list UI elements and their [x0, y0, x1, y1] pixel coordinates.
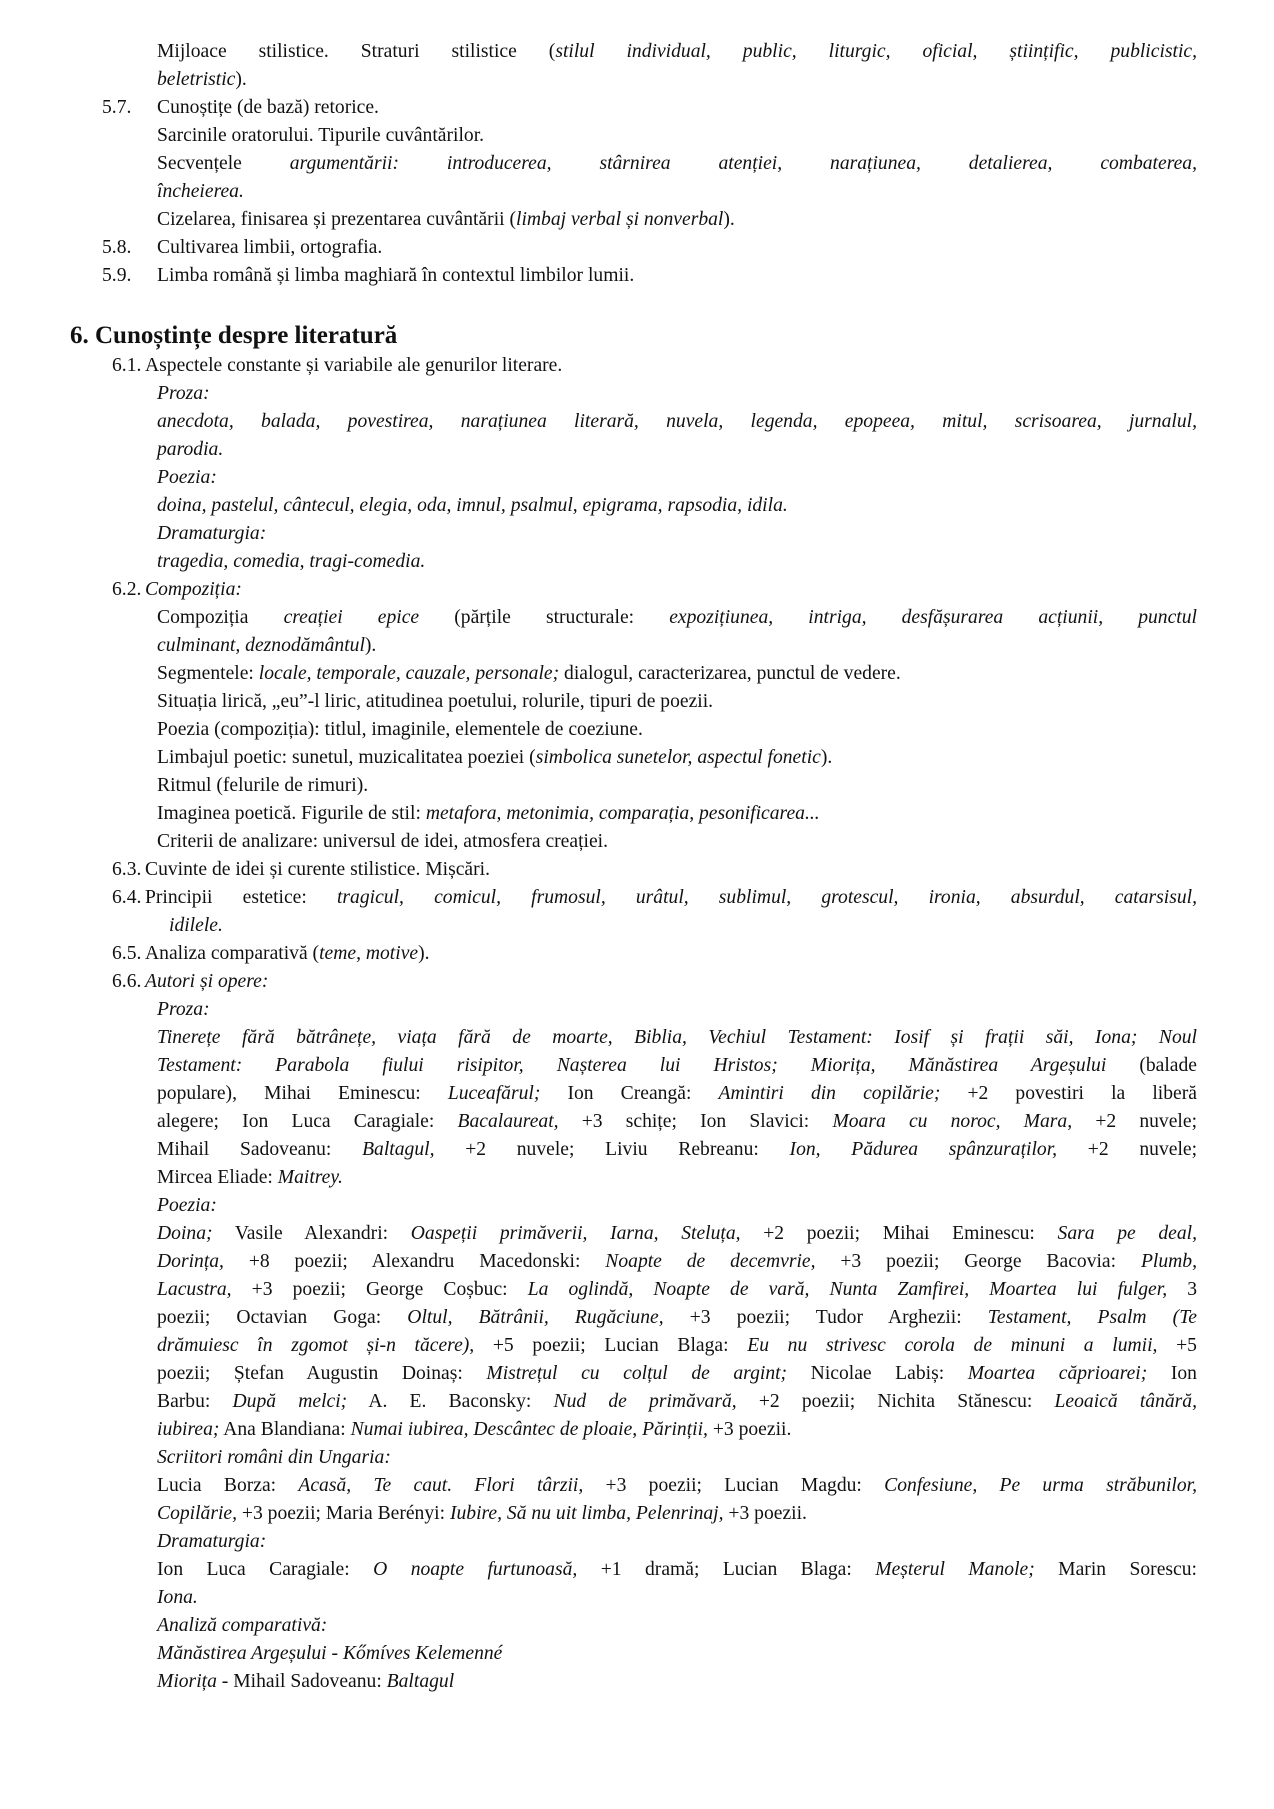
italic-text: parodia.	[157, 439, 224, 460]
text: +3 poezii.	[728, 1503, 807, 1524]
italic-text: Dramaturgia:	[157, 523, 267, 544]
italic-text: Lacustra,	[157, 1279, 232, 1300]
authors-line	[157, 1136, 1197, 1164]
text-line	[157, 632, 376, 660]
italic-text: anecdota, balada, povestirea, narațiunea literară, nuvela, legenda, epopeea, mitul, scrisoarea, jurnalul,	[157, 411, 1197, 432]
section-heading: 6. Cunoștințe despre literatură	[70, 322, 398, 349]
item-title	[145, 576, 242, 604]
genre-label	[157, 1192, 217, 1220]
italic-text: Poezia:	[157, 467, 217, 488]
text-line	[157, 206, 735, 234]
text-line: Criterii de analizare: universul de idei, atmosfera creației.	[157, 831, 608, 852]
item-number: 6.1.	[112, 355, 142, 376]
text: ).	[418, 943, 430, 964]
italic-text: Leoaică tânără,	[1054, 1391, 1197, 1412]
text: +3 schițe; Ion Slavici:	[581, 1111, 810, 1132]
text: +5	[1176, 1335, 1197, 1356]
text: +2 nuvele;	[1095, 1111, 1198, 1132]
text: Barbu:	[157, 1391, 211, 1412]
text: Compoziția	[157, 607, 249, 628]
stylistic-means-line	[157, 38, 1197, 66]
text-line: Sarcinile oratorului. Tipurile cuvântărilor.	[157, 125, 485, 146]
authors-line	[157, 1052, 1197, 1080]
italic-text: Ion, Pădurea spânzuraților,	[789, 1139, 1058, 1160]
italic-text: Analiză comparativă:	[157, 1615, 328, 1636]
authors-line	[157, 1360, 1197, 1388]
text-line	[157, 436, 223, 464]
authors-line	[157, 1472, 1197, 1500]
genre-label	[157, 464, 217, 492]
text: Imaginea poetică. Figurile de stil:	[157, 803, 421, 824]
item-number: 6.5.	[112, 943, 142, 964]
italic-text: Confesiune, Pe urma străbunilor,	[884, 1475, 1197, 1496]
text: +3 poezii; Maria Berényi:	[241, 1503, 446, 1524]
italic-text: Acasă, Te caut. Flori târzii,	[298, 1475, 584, 1496]
item-number: 5.9.	[102, 265, 132, 286]
text: (părțile structurale:	[454, 607, 635, 628]
text: Lucia Borza:	[157, 1475, 277, 1496]
italic-text: teme, motive	[319, 943, 419, 964]
text-line	[169, 912, 223, 940]
text: Segmentele:	[157, 663, 254, 684]
authors-line	[157, 1332, 1197, 1360]
italic-text: Miorița	[157, 1671, 217, 1692]
italic-text: Oltul, Bătrânii, Rugăciune,	[407, 1307, 664, 1328]
italic-text: Copilărie,	[157, 1503, 238, 1524]
italic-text: Baltagul	[386, 1671, 455, 1692]
text: +2 poezii; Mihai Eminescu:	[763, 1223, 1035, 1244]
text: poezii; Ștefan Augustin Doinaș:	[157, 1363, 463, 1384]
authors-line	[157, 1556, 1197, 1584]
italic-text: Moara cu noroc, Mara,	[832, 1111, 1073, 1132]
authors-line	[157, 1080, 1197, 1108]
authors-line	[157, 1024, 1197, 1052]
italic-text: La oglindă, Noapte de vară, Nunta Zamfirei, Moartea lui fulger,	[527, 1279, 1168, 1300]
text-line	[157, 800, 820, 828]
authors-line	[157, 1164, 343, 1192]
item-title: Cultivarea limbii, ortografia.	[157, 237, 383, 258]
text: Nicolae Labiș:	[810, 1363, 945, 1384]
stylistic-means-line-2	[157, 66, 247, 94]
italic-text: Sara pe deal,	[1057, 1223, 1198, 1244]
italic-text: Baltagul,	[362, 1139, 435, 1160]
italic-text: expozițiunea, intriga, desfășurarea acțiunii, punctul	[669, 607, 1197, 628]
italic-text: Mistrețul cu colțul de argint;	[486, 1363, 788, 1384]
text: dialogul, caracterizarea, punctul de vedere.	[564, 663, 901, 684]
text: +3 poezii; Tudor Arghezii:	[689, 1307, 962, 1328]
text: +3 poezii; Lucian Magdu:	[605, 1475, 862, 1496]
italic-text: tragedia, comedia, tragi-comedia.	[157, 551, 426, 572]
genre-label	[157, 520, 266, 548]
item-title: Aspectele constante și variabile ale genurilor literare.	[145, 355, 563, 376]
italic-text: locale, temporale, cauzale, personale;	[258, 663, 560, 684]
comparative-line	[157, 1668, 454, 1696]
italic-text: Testament, Psalm (Te	[987, 1307, 1197, 1328]
text-line	[157, 408, 1197, 436]
italic-text: Doina;	[157, 1223, 213, 1244]
text-line	[157, 660, 901, 688]
italic-text: doina, pastelul, cântecul, elegia, oda, imnul, psalmul, epigrama, rapsodia, idila.	[157, 495, 788, 516]
authors-line	[157, 1388, 1197, 1416]
authors-line	[157, 1248, 1197, 1276]
genre-label	[157, 1528, 266, 1556]
italic-text: argumentării: introducerea, stârnirea atenției, narațiunea, detalierea, combaterea,	[289, 153, 1197, 174]
italic-text: După melci;	[232, 1391, 348, 1412]
italic-text: metafora, metonimia, comparația, pesonificarea...	[425, 803, 820, 824]
authors-line	[157, 1304, 1197, 1332]
item-number: 6.4.	[112, 887, 142, 908]
item-number: 5.8.	[102, 237, 132, 258]
text: poezii; Octavian Goga:	[157, 1307, 382, 1328]
italic-text: Eu nu strivesc corola de minuni a lumii,	[747, 1335, 1158, 1356]
authors-line	[157, 1584, 198, 1612]
italic-text: Proza:	[157, 999, 210, 1020]
text: +1 dramă; Lucian Blaga:	[600, 1559, 852, 1580]
italic-text: Amintiri din copilărie;	[718, 1083, 941, 1104]
text: ).	[235, 69, 247, 90]
italic-text: Compoziția:	[145, 579, 242, 600]
italic-text: Plumb,	[1140, 1251, 1198, 1272]
italic-text: Dorința,	[157, 1251, 224, 1272]
item-title	[145, 940, 430, 968]
text: +2 povestiri la liberă	[967, 1083, 1197, 1104]
text: Vasile Alexandri:	[234, 1223, 389, 1244]
text-line	[157, 744, 832, 772]
text: +2 nuvele;	[1087, 1139, 1198, 1160]
text: 3	[1187, 1279, 1197, 1300]
italic-text: Moartea căprioarei;	[967, 1363, 1148, 1384]
italic-text: Testament: Parabola fiului risipitor, Nașterea lui Hristos; Miorița, Mănăstirea Argeșului	[157, 1055, 1107, 1076]
italic-text: Iubire, Să nu uit limba, Pelenrinaj,	[449, 1503, 724, 1524]
italic-text: simbolica sunetelor, aspectul fonetic	[535, 747, 821, 768]
text: Ion Luca Caragiale:	[157, 1559, 350, 1580]
item-number: 5.7.	[102, 97, 132, 118]
authors-line	[157, 1108, 1197, 1136]
text: Cizelarea, finisarea și prezentarea cuvântării (	[157, 209, 517, 230]
italic-text: Numai iubirea, Descântec de ploaie, Părinții,	[350, 1419, 708, 1440]
text: - Mihail Sadoveanu:	[221, 1671, 382, 1692]
item-number: 6.6.	[112, 971, 142, 992]
text-line	[157, 178, 244, 206]
text-line: Situația lirică, „eu”-l liric, atitudinea poetului, rolurile, tipuri de poezii.	[157, 691, 714, 712]
text: Ion Creangă:	[567, 1083, 692, 1104]
item-number: 6.2.	[112, 579, 142, 600]
italic-text: Noapte de decemvrie,	[605, 1251, 816, 1272]
italic-text: stilul individual, public, liturgic, oficial, științific, publicistic,	[555, 41, 1197, 62]
item-title: Cuvinte de idei și curente stilistice. Mișcări.	[145, 859, 490, 880]
italic-text: Nud de primăvară,	[553, 1391, 737, 1412]
italic-text: iubirea;	[157, 1419, 220, 1440]
text-line	[157, 150, 1197, 178]
text: +2 poezii; Nichita Stănescu:	[758, 1391, 1033, 1412]
text: Ana Blandiana:	[223, 1419, 346, 1440]
text: Marin Sorescu:	[1058, 1559, 1197, 1580]
authors-line	[157, 1500, 807, 1528]
italic-text: Luceafărul;	[447, 1083, 541, 1104]
italic-text: Maitrey.	[277, 1167, 343, 1188]
text: Mircea Eliade:	[157, 1167, 273, 1188]
text-line: Ritmul (felurile de rimuri).	[157, 775, 369, 796]
italic-text: tragicul, comicul, frumosul, urâtul, sublimul, grotescul, ironia, absurdul, catarsisul,	[336, 887, 1197, 908]
italic-text: creației epice	[283, 607, 420, 628]
text: +3 poezii; George Coșbuc:	[251, 1279, 508, 1300]
genre-label	[157, 1444, 391, 1472]
text-line	[157, 548, 425, 576]
item-title: Limba română și limba maghiară în contextul limbilor lumii.	[157, 265, 635, 286]
italic-text: limbaj verbal și nonverbal	[516, 209, 724, 230]
text: +2 nuvele; Liviu Rebreanu:	[465, 1139, 759, 1160]
authors-line	[157, 1276, 1197, 1304]
authors-line	[157, 1220, 1197, 1248]
italic-text: Bacalaureat,	[457, 1111, 559, 1132]
text: Mijloace stilistice. Straturi stilistice (	[157, 41, 556, 62]
item-title	[145, 884, 1197, 912]
italic-text: Poezia:	[157, 1195, 217, 1216]
text: Principii estetice:	[145, 887, 307, 908]
text: +8 poezii; Alexandru Macedonski:	[248, 1251, 581, 1272]
italic-text: Tinerețe fără bătrânețe, viața fără de moarte, Biblia, Vechiul Testament: Iosif și frații săi, Iona; Noul	[157, 1027, 1197, 1048]
text: (balade	[1139, 1055, 1197, 1076]
text: Ion	[1170, 1363, 1197, 1384]
italic-text: Mănăstirea Argeșului - Kőmíves Kelemenné	[157, 1643, 503, 1664]
italic-text: Iona.	[157, 1587, 198, 1608]
text: Secvențele	[157, 153, 242, 174]
italic-text: culminant, deznodământul	[157, 635, 365, 656]
genre-label	[157, 380, 210, 408]
italic-text: Autori și opere:	[145, 971, 269, 992]
text: Analiza comparativă (	[145, 943, 320, 964]
authors-line	[157, 1416, 791, 1444]
italic-text: Scriitori români din Ungaria:	[157, 1447, 391, 1468]
italic-text: Dramaturgia:	[157, 1531, 267, 1552]
item-number: 6.3.	[112, 859, 142, 880]
text: ).	[820, 747, 833, 768]
text: +5 poezii; Lucian Blaga:	[492, 1335, 729, 1356]
genre-label	[157, 996, 210, 1024]
text-line: Poezia (compoziția): titlul, imaginile, elementele de coeziune.	[157, 719, 643, 740]
italic-text: Oaspeții primăverii, Iarna, Steluța,	[410, 1223, 741, 1244]
italic-text: idilele.	[169, 915, 223, 936]
text: A. E. Baconsky:	[368, 1391, 532, 1412]
genre-label	[157, 1612, 327, 1640]
text: alegere; Ion Luca Caragiale:	[157, 1111, 435, 1132]
text: +3 poezii.	[712, 1419, 792, 1440]
text: ).	[364, 635, 377, 656]
comparative-line	[157, 1640, 502, 1668]
text: Mihail Sadoveanu:	[157, 1139, 332, 1160]
text: Limbajul poetic: sunetul, muzicalitatea poeziei (	[157, 747, 536, 768]
text-line	[157, 492, 788, 520]
italic-text: Meșterul Manole;	[875, 1559, 1035, 1580]
italic-text: încheierea.	[157, 181, 244, 202]
item-title: Cunoștițe (de bază) retorice.	[157, 97, 379, 118]
text: populare), Mihai Eminescu:	[157, 1083, 421, 1104]
text: +3 poezii; George Bacovia:	[840, 1251, 1117, 1272]
italic-text: drămuiesc în zgomot și-n tăcere),	[157, 1335, 475, 1356]
italic-text: Proza:	[157, 383, 210, 404]
text: ).	[723, 209, 735, 230]
italic-text: beletristic	[157, 69, 236, 90]
italic-text: O noapte furtunoasă,	[373, 1559, 578, 1580]
item-title	[145, 968, 268, 996]
text-line	[157, 604, 1197, 632]
